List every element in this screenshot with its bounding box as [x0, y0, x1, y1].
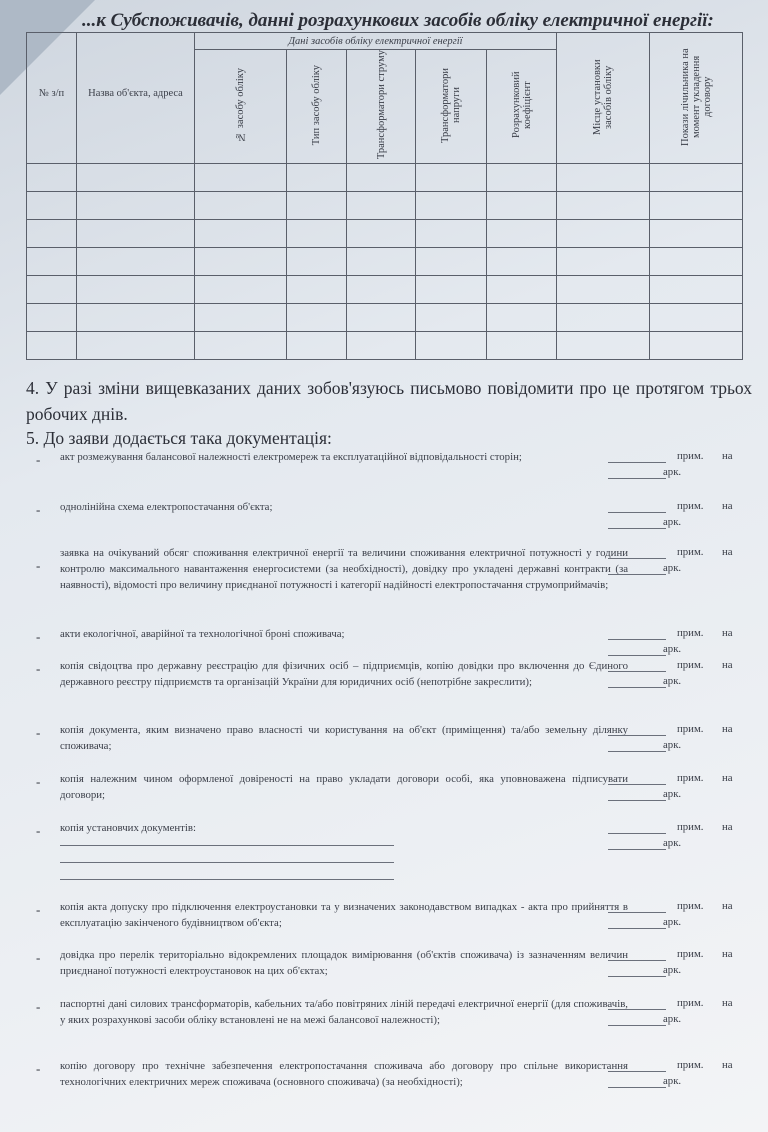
table-cell[interactable]	[487, 192, 557, 220]
item-text: паспортні дані силових трансформаторів, кабельних та/або повітряних ліній передачі електричної енергії (для споживачів, у яких розрахункові засоби обліку встановлені не на межі балансової належності);	[60, 998, 628, 1026]
copies-label: прим.	[677, 900, 704, 912]
document-list-item	[36, 659, 756, 709]
table-cell[interactable]	[77, 220, 195, 248]
sheets-label: арк.	[663, 1013, 682, 1025]
bullet: -	[36, 902, 41, 917]
table-row	[27, 164, 743, 192]
table-cell[interactable]	[27, 164, 77, 192]
table-row	[27, 332, 743, 360]
table-cell[interactable]	[650, 164, 743, 192]
table-cell[interactable]	[27, 276, 77, 304]
section-4-text: 4. У разі зміни вищевказаних даних зобов'язуюсь письмово повідомити про це протягом трьох робочих днів.	[26, 378, 752, 424]
table-cell[interactable]	[487, 332, 557, 360]
sheets-label: арк.	[663, 466, 682, 478]
on-label: на	[722, 948, 733, 960]
col-vt-header: Трансформатори напруги	[416, 50, 487, 164]
pages-count-field[interactable]	[608, 833, 666, 834]
table-cell[interactable]	[287, 164, 347, 192]
sheets-count-field[interactable]	[608, 687, 666, 688]
item-text: акт розмежування балансової належності електромереж та експлуатаційної відповідальності сторін;	[60, 451, 522, 463]
table-cell[interactable]	[287, 220, 347, 248]
table-cell[interactable]	[195, 164, 287, 192]
table-cell[interactable]	[650, 248, 743, 276]
table-cell[interactable]	[416, 304, 487, 332]
table-cell[interactable]	[195, 248, 287, 276]
document-list-item	[36, 1059, 756, 1109]
table-cell[interactable]	[347, 192, 416, 220]
copies-label: прим.	[677, 997, 704, 1009]
document-list-item	[36, 821, 756, 871]
table-cell[interactable]	[77, 332, 195, 360]
table-cell[interactable]	[347, 164, 416, 192]
bullet: -	[36, 558, 41, 573]
sheets-label: арк.	[663, 916, 682, 928]
pages-count-field[interactable]	[608, 462, 666, 463]
table-cell[interactable]	[416, 276, 487, 304]
sheets-count-field[interactable]	[608, 928, 666, 929]
copies-label: прим.	[677, 627, 704, 639]
document-list-item	[36, 772, 756, 822]
table-cell[interactable]	[557, 192, 650, 220]
pages-count-field[interactable]	[608, 558, 666, 559]
table-cell[interactable]	[416, 164, 487, 192]
table-cell[interactable]	[77, 164, 195, 192]
pages-count-field[interactable]	[608, 960, 666, 961]
table-row	[27, 220, 743, 248]
table-cell[interactable]	[557, 164, 650, 192]
item-text: копія свідоцтва про державну реєстрацію для фізичних осіб – підприємців, копію довідки про включення до Єдиного державного реєстру підприємств та організацій України для юридичних осіб (непотрібне закреслити);	[60, 660, 628, 688]
sheets-count-field[interactable]	[608, 1087, 666, 1088]
table-cell[interactable]	[287, 304, 347, 332]
sheets-label: арк.	[663, 562, 682, 574]
founding-documents-line[interactable]	[60, 879, 394, 880]
col-readings-header: Покази лічильника на момент укладення договору	[650, 33, 743, 164]
sheets-count-field[interactable]	[608, 574, 666, 575]
document-list-item	[36, 723, 756, 773]
copies-label: прим.	[677, 772, 704, 784]
document-list-item	[36, 948, 756, 998]
sheets-label: арк.	[663, 675, 682, 687]
table-cell[interactable]	[416, 332, 487, 360]
table-cell[interactable]	[487, 304, 557, 332]
bullet: -	[36, 823, 41, 838]
sheets-label: арк.	[663, 964, 682, 976]
sheets-label: арк.	[663, 837, 682, 849]
bullet: -	[36, 725, 41, 740]
table-row	[27, 276, 743, 304]
sheets-count-field[interactable]	[608, 976, 666, 977]
sheets-label: арк.	[663, 1075, 682, 1087]
table-cell[interactable]	[195, 332, 287, 360]
col-coef-header: Розрахунковий коефіцієнт	[487, 50, 557, 164]
document-list-item	[36, 450, 756, 500]
sheets-count-field[interactable]	[608, 528, 666, 529]
table-cell[interactable]	[27, 192, 77, 220]
table-cell[interactable]	[650, 332, 743, 360]
bullet: -	[36, 950, 41, 965]
pages-count-field[interactable]	[608, 1009, 666, 1010]
col-no-header: № з/п	[27, 33, 77, 164]
col-meter-no-header: № засобу обліку	[195, 50, 287, 164]
table-cell[interactable]	[195, 304, 287, 332]
table-cell[interactable]	[287, 248, 347, 276]
table-row	[27, 192, 743, 220]
pages-count-field[interactable]	[608, 671, 666, 672]
table-row	[27, 304, 743, 332]
bullet: -	[36, 629, 41, 644]
on-label: на	[722, 450, 733, 462]
bullet: -	[36, 502, 41, 517]
pages-count-field[interactable]	[608, 639, 666, 640]
copies-label: прим.	[677, 1059, 704, 1071]
table-cell[interactable]	[347, 304, 416, 332]
document-list-item	[36, 900, 756, 950]
item-text: заявка на очікуваний обсяг споживання електричної енергії та величини споживання електричної потужності у години контролю максимального навантаження енергосистеми (за необхідності), довідку про укладені державні контракти (за наявності), відомості про величину приєднаної потужності і категорії надійності електропостачання струмоприймачів;	[60, 547, 628, 591]
table-cell[interactable]	[77, 248, 195, 276]
copies-label: прим.	[677, 450, 704, 462]
table-cell[interactable]	[27, 220, 77, 248]
table-cell[interactable]	[557, 276, 650, 304]
table-cell[interactable]	[557, 304, 650, 332]
bullet: -	[36, 999, 41, 1014]
table-cell[interactable]	[416, 220, 487, 248]
table-cell[interactable]	[195, 220, 287, 248]
sheets-count-field[interactable]	[608, 849, 666, 850]
table-cell[interactable]	[77, 276, 195, 304]
on-label: на	[722, 900, 733, 912]
on-label: на	[722, 1059, 733, 1071]
sheets-label: арк.	[663, 788, 682, 800]
item-text: копію договору про технічне забезпечення електропостачання споживача або договору про спільне використання технологічних електричних мереж споживача (основного споживача) (за необхідності);	[60, 1060, 628, 1088]
table-cell[interactable]	[416, 192, 487, 220]
table-cell[interactable]	[347, 276, 416, 304]
table-cell[interactable]	[650, 192, 743, 220]
sheets-label: арк.	[663, 739, 682, 751]
table-cell[interactable]	[347, 332, 416, 360]
sheets-count-field[interactable]	[608, 751, 666, 752]
table-cell[interactable]	[77, 304, 195, 332]
table-row	[27, 248, 743, 276]
document-list-item	[36, 500, 756, 550]
table-cell[interactable]	[557, 220, 650, 248]
document-list-item	[36, 997, 756, 1047]
document-list-item	[36, 546, 756, 596]
group-header: Дані засобів обліку електричної енергії	[195, 33, 557, 50]
header-title: ...к Субспоживачів, данні розрахункових засобів обліку електричної енергії:	[82, 10, 714, 31]
bullet: -	[36, 774, 41, 789]
pages-count-field[interactable]	[608, 735, 666, 736]
pages-count-field[interactable]	[608, 1071, 666, 1072]
col-name-header: Назва об'єкта, адреса	[77, 33, 195, 164]
table-cell[interactable]	[27, 248, 77, 276]
item-text: однолінійна схема електропостачання об'єкта;	[60, 501, 273, 513]
table-cell[interactable]	[287, 276, 347, 304]
table-cell[interactable]	[347, 220, 416, 248]
on-label: на	[722, 723, 733, 735]
table-cell[interactable]	[650, 220, 743, 248]
copies-label: прим.	[677, 821, 704, 833]
pages-count-field[interactable]	[608, 512, 666, 513]
founding-documents-line[interactable]	[60, 845, 394, 846]
bullet: -	[36, 1061, 41, 1076]
item-text: копія належним чином оформленої довіреності на право укладати договори особі, яка уповноважена підписувати договори;	[60, 773, 628, 801]
sheets-count-field[interactable]	[608, 800, 666, 801]
table-cell[interactable]	[487, 248, 557, 276]
item-text: довідка про перелік територіально відокремлених площадок вимірювання (об'єктів споживача) із зазначенням величин приєднаної потужності електроустановок на цих об'єктах;	[60, 949, 628, 977]
table-cell[interactable]	[487, 220, 557, 248]
table-cell[interactable]	[287, 192, 347, 220]
sheets-label: арк.	[663, 516, 682, 528]
pages-count-field[interactable]	[608, 912, 666, 913]
copies-label: прим.	[677, 659, 704, 671]
bullet: -	[36, 452, 41, 467]
table-cell[interactable]	[77, 192, 195, 220]
on-label: на	[722, 772, 733, 784]
table-cell[interactable]	[487, 276, 557, 304]
copies-label: прим.	[677, 948, 704, 960]
on-label: на	[722, 997, 733, 1009]
copies-label: прим.	[677, 500, 704, 512]
on-label: на	[722, 821, 733, 833]
table-cell[interactable]	[487, 164, 557, 192]
founding-documents-line[interactable]	[60, 862, 394, 863]
table-cell[interactable]	[195, 192, 287, 220]
table-cell[interactable]	[347, 248, 416, 276]
on-label: на	[722, 546, 733, 558]
table-cell[interactable]	[27, 332, 77, 360]
table-cell[interactable]	[557, 248, 650, 276]
col-ct-header: Трансформатори струму	[347, 50, 416, 164]
copies-label: прим.	[677, 723, 704, 735]
meters-table	[26, 32, 743, 360]
copies-label: прим.	[677, 546, 704, 558]
item-text: копія акта допуску про підключення електроустановки та у визначених законодавством випадках - акта про прийняття в експлуатацію закінченого будівництвом об'єкта;	[60, 901, 628, 929]
col-place-header: Місце установки засобів обліку	[557, 33, 650, 164]
table-cell[interactable]	[27, 304, 77, 332]
sheets-count-field[interactable]	[608, 478, 666, 479]
table-cell[interactable]	[287, 332, 347, 360]
item-text: копія документа, яким визначено право власності чи користування на об'єкт (приміщення) та/або земельну ділянку споживача;	[60, 724, 628, 752]
sheets-count-field[interactable]	[608, 1025, 666, 1026]
table-cell[interactable]	[650, 304, 743, 332]
table-cell[interactable]	[195, 276, 287, 304]
table-cell[interactable]	[557, 332, 650, 360]
table-cell[interactable]	[650, 276, 743, 304]
item-text: акти екологічної, аварійної та технологічної броні споживача;	[60, 628, 345, 640]
on-label: на	[722, 500, 733, 512]
table-cell[interactable]	[416, 248, 487, 276]
on-label: на	[722, 659, 733, 671]
pages-count-field[interactable]	[608, 784, 666, 785]
section-5-heading: 5. До заяви додається така документація:	[26, 428, 332, 448]
item-text: копія установчих документів:	[60, 822, 196, 834]
on-label: на	[722, 627, 733, 639]
bullet: -	[36, 661, 41, 676]
sheets-label: арк.	[663, 643, 682, 655]
col-meter-type-header: Тип засобу обліку	[287, 50, 347, 164]
sheets-count-field[interactable]	[608, 655, 666, 656]
